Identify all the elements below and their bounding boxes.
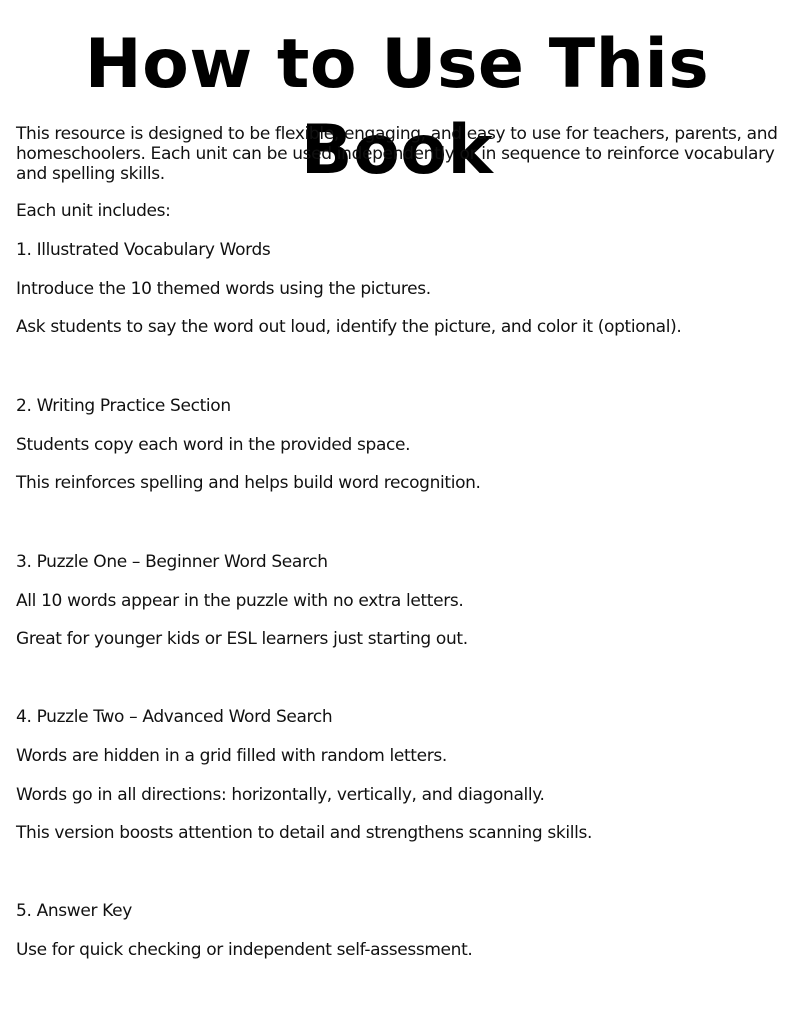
page-title: How to Use This Book xyxy=(84,25,710,190)
section-text: Ask students to say the word out loud, identify the picture, and color it (optional). xyxy=(16,317,682,337)
section-heading-answer-key: 5. Answer Key xyxy=(16,901,132,921)
section-text: This reinforces spelling and helps build word recognition. xyxy=(16,473,481,493)
section-text: Students copy each word in the provided space. xyxy=(16,435,411,455)
section-heading-puzzle-two: 4. Puzzle Two – Advanced Word Search xyxy=(16,707,333,727)
section-text: This version boosts attention to detail and strengthens scanning skills. xyxy=(16,823,593,843)
section-heading-writing: 2. Writing Practice Section xyxy=(16,396,231,416)
section-text: Words are hidden in a grid filled with random letters. xyxy=(16,746,447,766)
section-text: Use for quick checking or independent self-assessment. xyxy=(16,940,473,960)
intro-paragraph: This resource is designed to be flexible, engaging, and easy to use for teachers, parents, and homeschoolers. Each unit can be used independently or in sequence to reinforce vocabulary and spelling skills. xyxy=(16,124,778,184)
section-heading-vocabulary: 1. Illustrated Vocabulary Words xyxy=(16,240,271,260)
section-text: Great for younger kids or ESL learners just starting out. xyxy=(16,629,468,649)
section-text: Words go in all directions: horizontally, vertically, and diagonally. xyxy=(16,785,545,805)
section-heading-puzzle-one: 3. Puzzle One – Beginner Word Search xyxy=(16,552,328,572)
section-text: All 10 words appear in the puzzle with no extra letters. xyxy=(16,591,464,611)
includes-label: Each unit includes: xyxy=(16,201,171,221)
section-text: Introduce the 10 themed words using the pictures. xyxy=(16,279,431,299)
